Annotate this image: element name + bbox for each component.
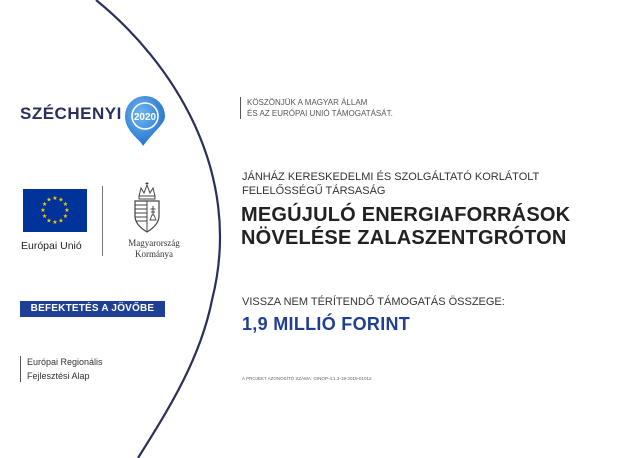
project-id: A PROJEKT AZONOSÍTÓ SZÁMA: GINOP-4.1.3-19-2019-01012 bbox=[242, 376, 372, 381]
svg-text:★: ★ bbox=[41, 201, 48, 208]
svg-text:★: ★ bbox=[46, 196, 52, 204]
szechenyi-year: 2020 bbox=[133, 112, 157, 123]
svg-text:★: ★ bbox=[40, 207, 46, 214]
thanks-divider bbox=[240, 97, 241, 119]
support-amount: 1,9 MILLIÓ FORINT bbox=[242, 314, 411, 334]
szechenyi-logo-text bbox=[20, 104, 122, 124]
thanks-text bbox=[247, 97, 393, 119]
svg-text:★: ★ bbox=[41, 213, 48, 220]
svg-text:★: ★ bbox=[52, 219, 58, 226]
svg-text:★: ★ bbox=[62, 213, 69, 220]
government-label bbox=[108, 238, 200, 260]
thanks-line2: ÉS AZ EURÓPAI UNIÓ TÁMOGATÁSÁT. bbox=[247, 109, 393, 118]
fund-line2: Fejlesztési Alap bbox=[27, 371, 90, 381]
eu-flag-icon bbox=[23, 189, 87, 232]
invest-banner: BEFEKTETÉS A JÖVŐBE bbox=[20, 301, 165, 317]
thanks-line1: KÖSZÖNJÜK A MAGYAR ÁLLAM bbox=[247, 98, 368, 107]
hungarian-coat-of-arms-icon bbox=[130, 182, 164, 234]
fund-label bbox=[27, 355, 103, 383]
government-line1: Magyarország bbox=[128, 238, 180, 248]
svg-text:★: ★ bbox=[46, 217, 52, 225]
government-line2: Kormánya bbox=[135, 249, 173, 259]
company-line2: FELELŐSSÉGŰ TÁRSASÁG bbox=[242, 185, 386, 197]
szechenyi-2020-badge-icon bbox=[117, 90, 177, 152]
fund-line1: Európai Regionális bbox=[27, 357, 103, 367]
svg-text:★: ★ bbox=[58, 196, 64, 204]
svg-text:★: ★ bbox=[62, 201, 69, 208]
project-line2: NÖVELÉSE ZALASZENTGRÓTON bbox=[241, 227, 567, 249]
svg-text:★: ★ bbox=[64, 207, 70, 214]
svg-text:★: ★ bbox=[58, 217, 64, 225]
support-label: VISSZA NEM TÉRÍTENDŐ TÁMOGATÁS ÖSSZEGE: bbox=[242, 296, 505, 308]
company-line1: JÁNHÁZ KERESKEDELMI ÉS SZOLGÁLTATÓ KORLÁTOLT bbox=[242, 171, 540, 183]
company-name bbox=[242, 170, 539, 198]
eu-label: Európai Unió bbox=[21, 240, 82, 252]
project-line1: MEGÚJULÓ ENERGIAFORRÁSOK bbox=[241, 204, 571, 226]
project-title bbox=[241, 204, 570, 250]
logo-divider bbox=[102, 186, 103, 256]
szechenyi-name: SZÉCHENYI bbox=[20, 104, 122, 123]
fund-divider bbox=[20, 356, 21, 382]
svg-text:★: ★ bbox=[52, 195, 58, 202]
